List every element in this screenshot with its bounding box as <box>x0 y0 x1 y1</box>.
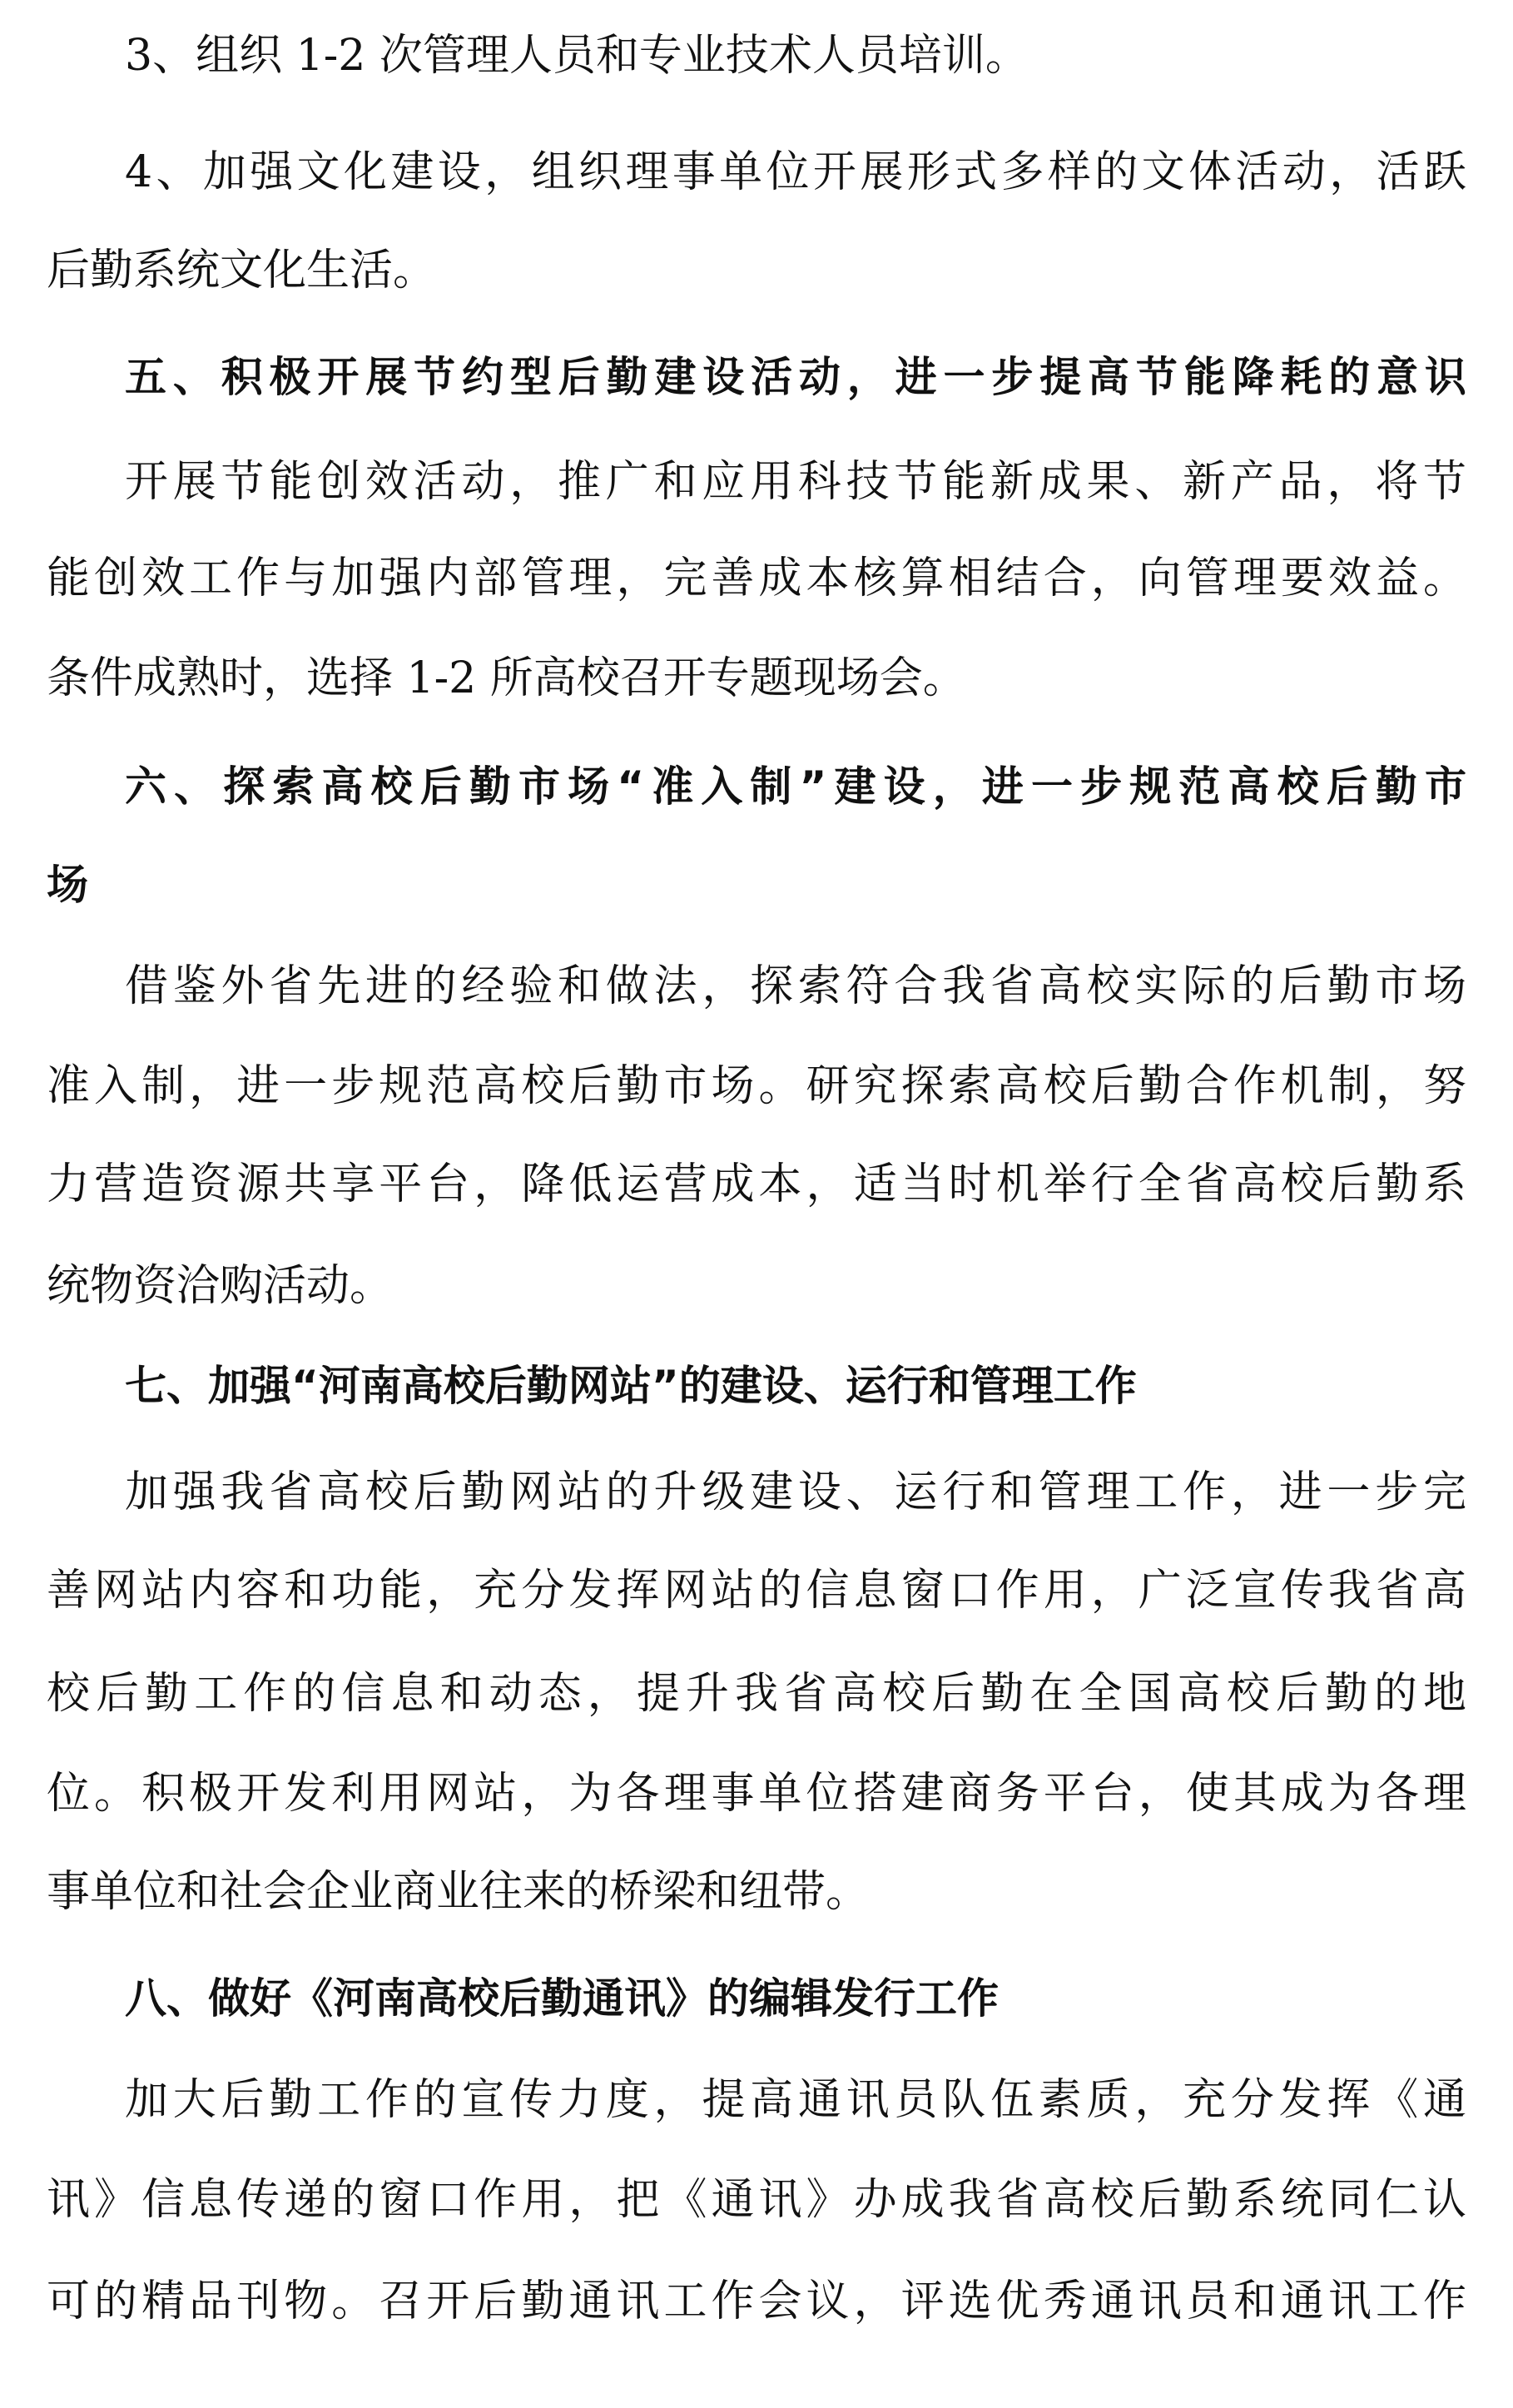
list-item-3: 3、组织 1-2 次管理人员和专业技术人员培训。 <box>125 31 1029 81</box>
section-7-paragraph-line-5: 事单位和社会企业商业往来的桥梁和纽带。 <box>47 1867 870 1917</box>
section-7-paragraph-line-2: 善网站内容和功能，充分发挥网站的信息窗口作用，广泛宣传我省高 <box>47 1566 1466 1616</box>
section-8-paragraph-line-3: 可的精品刊物。召开后勤通讯工作会议，评选优秀通讯员和通讯工作 <box>47 2276 1466 2326</box>
section-heading-6-line-2: 场 <box>47 861 88 909</box>
section-6-paragraph-line-1: 借鉴外省先进的经验和做法，探索符合我省高校实际的后勤市场 <box>125 961 1466 1011</box>
section-5-paragraph-line-1: 开展节能创效活动，推广和应用科技节能新成果、新产品，将节 <box>125 457 1466 507</box>
section-heading-8: 八、做好《河南高校后勤通讯》的编辑发行工作 <box>125 1974 999 2023</box>
section-7-paragraph-line-1: 加强我省高校后勤网站的升级建设、运行和管理工作，进一步完 <box>125 1467 1466 1517</box>
section-8-paragraph-line-2: 讯》信息传递的窗口作用，把《通讯》办成我省高校后勤系统同仁认 <box>47 2175 1466 2225</box>
section-6-paragraph-line-2: 准入制，进一步规范高校后勤市场。研究探索高校后勤合作机制，努 <box>47 1061 1466 1111</box>
list-item-4-line-1: 4、加强文化建设，组织理事单位开展形式多样的文体活动，活跃 <box>125 147 1466 197</box>
section-heading-6-line-1: 六、探索高校后勤市场“准入制”建设，进一步规范高校后勤市 <box>125 762 1466 811</box>
list-item-4-line-2: 后勤系统文化生活。 <box>47 246 437 295</box>
section-6-paragraph-line-4: 统物资洽购活动。 <box>47 1261 394 1311</box>
section-5-paragraph-line-2: 能创效工作与加强内部管理，完善成本核算相结合，向管理要效益。 <box>47 554 1466 603</box>
section-6-paragraph-line-3: 力营造资源共享平台，降低运营成本，适当时机举行全省高校后勤系 <box>47 1159 1466 1209</box>
section-5-paragraph-line-3: 条件成熟时，选择 1-2 所高校召开专题现场会。 <box>47 653 966 703</box>
section-7-paragraph-line-4: 位。积极开发利用网站，为各理事单位搭建商务平台，使其成为各理 <box>47 1769 1466 1819</box>
section-heading-7: 七、加强“河南高校后勤网站”的建设、运行和管理工作 <box>125 1362 1137 1410</box>
section-8-paragraph-line-1: 加大后勤工作的宣传力度，提高通讯员队伍素质，充分发挥《通 <box>125 2075 1466 2125</box>
section-heading-5: 五、积极开展节约型后勤建设活动，进一步提高节能降耗的意识 <box>125 353 1466 401</box>
section-7-paragraph-line-3: 校后勤工作的信息和动态，提升我省高校后勤在全国高校后勤的地 <box>47 1669 1466 1719</box>
